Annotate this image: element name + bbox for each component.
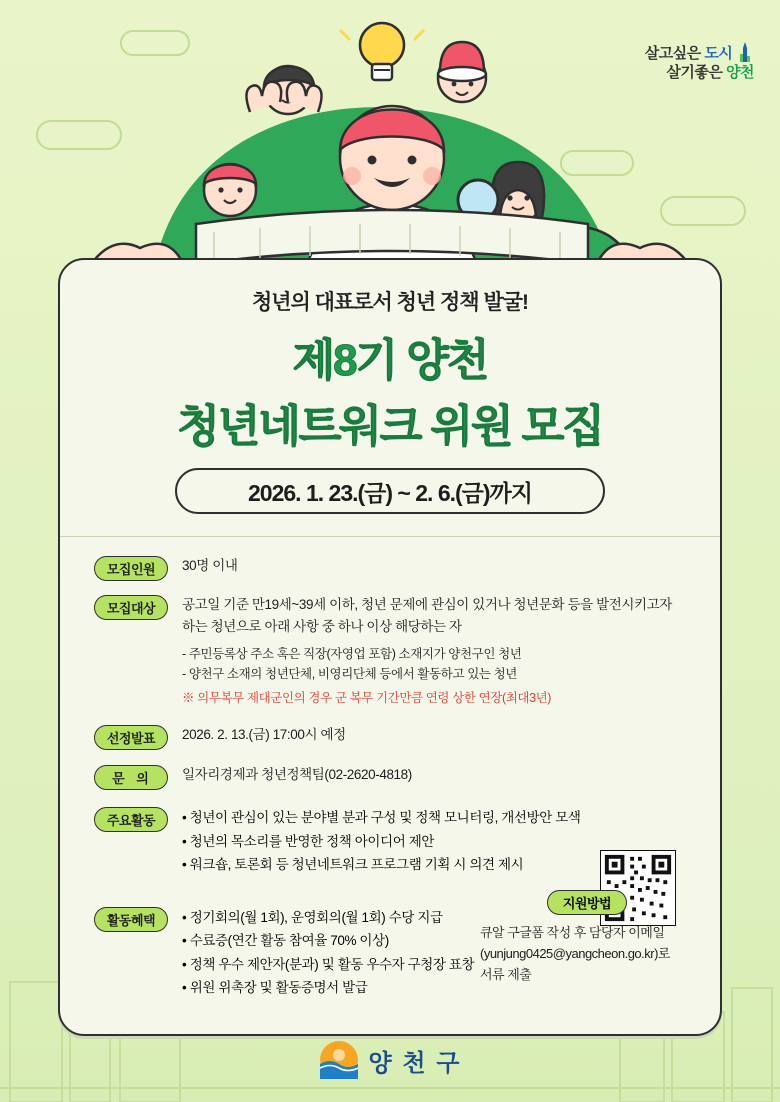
row-body (182, 594, 672, 708)
bullet-item: • 정기회의(월 1회), 운영회의(월 1회) 수당 지급 (182, 906, 474, 929)
yangcheon-emblem-icon (319, 1040, 359, 1080)
row-body (182, 555, 238, 581)
row-eligibility (94, 594, 686, 708)
apply-line-3: 서류 제출 (480, 966, 532, 982)
row-contact (94, 764, 686, 790)
apply-line-2: (yunjung0425@yangcheon.go.kr)로 (480, 945, 670, 961)
district-name: 양 천 구 (368, 1049, 462, 1077)
row-line: 2026. 2. 13.(금) 17:00시 예정 (182, 727, 346, 743)
brand-line1-highlight: 도시 (704, 45, 733, 62)
row-tag: 선정발표 (94, 725, 168, 750)
bullet-item: • 워크숍, 토론회 등 청년네트워크 프로그램 기획 시 의견 제시 (182, 853, 581, 876)
row-line: 일자리경제과 청년정책팀(02-2620-4818) (182, 767, 412, 783)
row-line: 하는 청년으로 아래 사항 중 하나 이상 해당하는 자 (182, 618, 462, 634)
apply-method-block (480, 890, 694, 985)
brand-line1-plain: 살고싶은 (644, 45, 705, 62)
headline-title-line1: 제8기 양천 (292, 336, 488, 385)
recruitment-period-badge: 2026. 1. 23.(금) ~ 2. 6.(금)까지 (175, 468, 605, 514)
headline-subtitle: 청년의 대표로서 청년 정책 발굴! (251, 291, 529, 314)
bullet-item: • 청년이 관심이 있는 분야별 분과 구성 및 정책 모니터링, 개선방안 모색 (182, 806, 581, 829)
headline-block (60, 260, 720, 514)
row-tag: 모집대상 (94, 595, 168, 620)
row-line: - 주민등록상 주소 혹은 직장(자영업 포함) 소재지가 양천구인 청년 (182, 646, 522, 661)
headline-title-line2: 청년네트워크 위원 모집 (177, 402, 603, 451)
row-line: - 양천구 소재의 청년단체, 비영리단체 등에서 활동하고 있는 청년 (182, 666, 517, 681)
row-announcement (94, 724, 686, 750)
footer-logo (0, 1040, 780, 1080)
row-recruitment-count (94, 555, 686, 581)
bullet-item: • 청년의 목소리를 반영한 정책 아이디어 제안 (182, 830, 581, 853)
bullet-item: • 정책 우수 제안자(분과) 및 활동 우수자 구청장 표창 (182, 953, 474, 976)
apply-method-text (480, 923, 694, 985)
row-tag: 모집인원 (94, 556, 168, 581)
row-line: 30명 이내 (182, 558, 238, 573)
row-tag: 주요활동 (94, 807, 168, 832)
row-body (182, 724, 346, 750)
bullet-item: • 수료증(연간 활동 참여율 70% 이상) (182, 929, 474, 952)
bullet-item: • 위원 위촉장 및 활동증명서 발급 (182, 976, 474, 999)
row-body (182, 906, 474, 999)
brand-line2-highlight: 양천 (726, 63, 754, 81)
row-note: ※ 의무복무 제대군인의 경우 군 복무 기간만큼 연령 상한 연장(최대3년) (182, 691, 552, 706)
row-tag: 활동혜택 (94, 907, 168, 932)
info-card (58, 258, 722, 1036)
lightbulb-icon (340, 23, 424, 80)
row-body (182, 806, 581, 876)
row-main-activities (94, 806, 686, 876)
brand-line2-plain: 살기좋은 (666, 63, 727, 81)
apply-method-tag: 지원방법 (547, 890, 627, 915)
row-body (182, 764, 412, 790)
row-line: 공고일 기준 만19세~39세 이하, 청년 문제에 관심이 있거나 청년문화 등을 발전시키고자 (182, 597, 672, 612)
apply-line-1: 큐알 구글폼 작성 후 담당자 이메일 (480, 925, 665, 940)
row-tag: 문 의 (94, 765, 168, 790)
people-illustration (0, 0, 780, 300)
